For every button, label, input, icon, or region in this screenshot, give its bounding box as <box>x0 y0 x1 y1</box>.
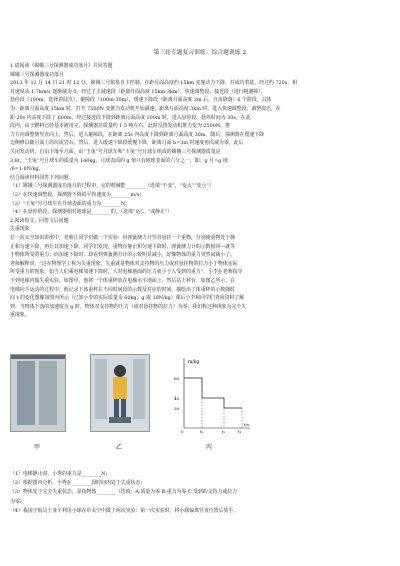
graph-ytick-60: 60 <box>174 376 180 381</box>
text-line: （4）在悬停阶段，探测器相对地球是________的。（选填“运”、“或静止”） <box>10 209 173 216</box>
graph-xtick-0: 0 <box>181 429 184 434</box>
text-line: （2）在快速调整段，探测器下降的平均速度为________m/s； <box>10 192 145 198</box>
text-line: 嫦娥三号探测器成功落月 <box>10 71 64 78</box>
figure-row <box>10 354 250 462</box>
text-line: 为：距离月面高度 15km 时，打开 7500N 变推力发动机开始减速，距离月面高度 3km 时，进入快速调整段，调整姿态，在 <box>10 106 281 112</box>
figure-label-bing: 丙 <box>206 444 213 451</box>
text-line: 1.请阅读《嫦娥三号探测器成功落月》并回答题 <box>10 63 113 69</box>
question-line: （3）物体处于完全失重状态，是指物体________（选填：A.质量为零 B.重力为零 C.受到的支持力或拉力 <box>10 489 237 496</box>
graph-ytick-40: 40 <box>174 396 180 401</box>
text-line: 对速度从 1.7km/s 逐渐减为 0。经过了主减速段（距离月面高度 15km-3km）、快速调整段、接近段（进行粗避障）、 <box>10 88 266 95</box>
graph-xlabel: t/s <box>244 422 250 427</box>
elevator-photo <box>10 354 66 432</box>
mass-time-graph <box>172 354 252 434</box>
graph-ytick-30: 30 <box>174 406 180 411</box>
text-line: （3）“玉兔”号月球车在月球表面的重力为________N； <box>10 200 130 207</box>
figure-label-jia: 甲 <box>34 444 41 451</box>
text-line: 在一次太空知识讲座中，老师让同学们做一个实验：用弹簧测力计竖直悬挂一个重物，分别使重物处于静 <box>10 235 235 241</box>
graph-canvas <box>172 354 252 434</box>
text-line: 悬停段（100m，选择着陆点）、避障段（100m-30m）、缓速下降段（距离月面高度 2m 后，自由降落）6 个阶段，具体 <box>10 97 272 104</box>
text-line: 下到电梯内做失重实验，如图甲，他将一个体重秤放在电梯水平地面上，然后站上秤台，如图乙所示，在 <box>10 278 235 284</box>
text-line: 于物体所受的重力；而加速下降时，却看到弹簧测力计的示数明显减小，好像物体的重力突然间减小了。 <box>10 252 235 259</box>
text-line: 关闭发动机，自由下落至月面，由“玉兔”号月球车和“玉兔”号月球车组成的嫦娥三号探测器质量是 <box>10 149 221 155</box>
question-line: （2）根据图丙分析，小秀在________段时间内处于失重状态； <box>10 480 146 487</box>
graph-xtick-t2: t₂ <box>222 429 226 434</box>
figure-label-yi: 乙 <box>116 444 123 451</box>
text-line: 段内，由于燃料已经基本被用完，探测器总质量约 1.5 吨左右，此时反推发动机推力变为 2500N，推 <box>10 123 230 130</box>
question-line: 为零） <box>10 498 25 505</box>
page-title: 第三轮专题复习训练：综合题训练 2 <box>153 50 247 56</box>
person-icon <box>91 355 149 431</box>
text-line: 距 20s 内高度下降了 600m，经过接近段下降到距离月面高度 100m 时，进入悬停段，悬停时间为 30s，在此 <box>10 114 251 121</box>
text-line: 止和匀速下降，再让其加速下降，同学们发现，重物在静止和匀速下降时，弹簧测力计的示数相同—就等 <box>10 243 235 250</box>
text-line: 边侧修以随月面上的坑或岩石，然后，进入缓速下降段缓慢下降，距离月面 h=3m 时速度再次减为零，此后 <box>10 140 244 147</box>
text-line: 电梯向下运动的过程中，他记录下体重秤在不同时间段的示数及对应的时间，描绘出了体重秤的示数随时 <box>10 286 235 293</box>
graph-xtick-t1: t₁ <box>200 429 204 434</box>
person-on-scale-photo <box>90 354 150 432</box>
text-line: 老师解释说：“这在物理学上称为失重现象，失重就是物体对支持物的压力或对悬挂物的拉力小于物体实际 <box>10 260 238 267</box>
text-line: 失重现象 <box>10 226 30 233</box>
graph-xtick-t3: t₃ <box>238 429 242 434</box>
text-line: （1）嫦娥三号探测器成功落月的过程中，它的机械能________（选填“不变”、“变大”“变小”） <box>10 183 214 190</box>
text-line: /6=1.6N/kg。 <box>10 166 44 173</box>
text-line: 2013 年 12 月 14 日 21 时 12 分，嫦娥三号依靠自主控制，在距月面高度约 15km 实施动力下降，并成功着陆，经过约 720s，相 <box>10 80 298 87</box>
text-line: 结合阅读材料回答下列问题： <box>10 174 74 181</box>
graph-ylabel: m/kg <box>188 360 200 365</box>
text-line: 间 t 的变化图像如图丙所示（已知小李的实际质量为 60kg，g 取 10N/kg）课后小李和同学们查阅资料了解 <box>10 295 245 302</box>
text-line: 重现象。 <box>10 312 30 319</box>
text-line: 3.8t，“玉兔”号月球车的质量为 140kg，月球表面的 g 值只有地球表面的六分之一，即：g 月=g 地 <box>10 157 228 164</box>
question-line: （1）电梯静止时，小秀的重力是________N； <box>10 471 111 477</box>
text-line: 所受重力的现象，如当人们乘电梯加速下降时，人对电梯地面的压力就小于人受到的重力”，小李在老师指导 <box>10 269 243 276</box>
text-line: 2.阅读短文，回答文后问题 <box>10 217 69 224</box>
question-line: （4）我国宇航员王亚平利用小球在中太空中做了两次实验：第一次实验时，将小球偏离竖直位置后放手， <box>10 507 239 514</box>
text-line: 力方向调整到竖直向上，然后，进入避障段，在距离 25s 内高度下降到距离月面高度 30m，随后，探测器在缓速下降 <box>10 131 265 138</box>
text-line: 到：当物体下落的加速度为 g 时，物体对支持物的压力（或对悬挂物的拉力）为零，我们称这种现象为完全失 <box>10 303 247 310</box>
